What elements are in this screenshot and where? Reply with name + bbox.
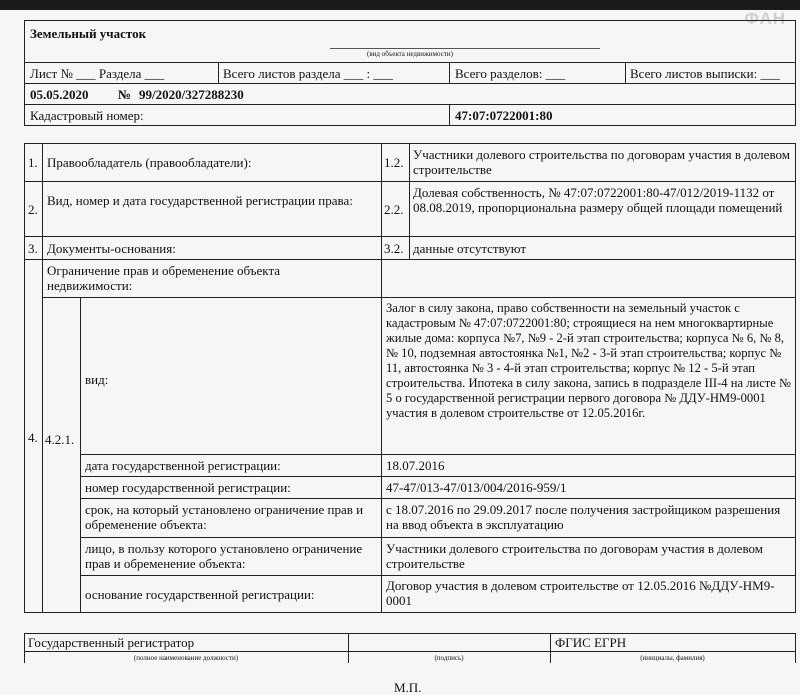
beneficiary-label: лицо, в пользу которого установлено ограничение прав и обременение объекта: xyxy=(85,541,363,571)
extract-number-label: № xyxy=(118,87,132,102)
encumbrance-type-value: Залог в силу закона, право собственности на земельный участок с кадастровым № 47:07:0722001:80; строящиеся на нем многоквартирные жилые дома: корпуса №7, №9 - 2-й этап строительства; корпуса № 6, № 8, № 10, подземная автостоянка №1, №2 - 3-й этап строительства; корпус № 11, автостоянка № 3 - 4-й этап строительства; корпус № 12 - 5-й этап строительства. Ипотека в силу закона, запись в подразделе III-4 на листе № 5 о государственной регистрации первого договора № ДДУ-НМ9-0001 участия в долевом строительстве от 12.05.2016г. xyxy=(386,301,792,420)
encumbrance-type-label: вид: xyxy=(85,372,109,387)
beneficiary-value: Участники долевого строительства по договорам участия в долевом строительстве xyxy=(386,541,763,571)
object-type-caption: (вид объекта недвижимости) xyxy=(367,50,453,58)
sheet-number: Лист № ___ Раздела ___ xyxy=(30,66,165,81)
cadastral-label: Кадастровый номер: xyxy=(30,108,144,123)
caption-position: (полное наименование должности) xyxy=(133,654,239,662)
restriction-term-label: срок, на который установлено ограничение прав и обременение объекта: xyxy=(85,502,364,532)
registrar-position: Государственный регистратор xyxy=(28,635,195,650)
row2-sub-number: 2.2. xyxy=(384,202,404,217)
row1-sub-number: 1.2. xyxy=(384,155,404,170)
registration-basis-label: основание государственной регистрации: xyxy=(85,587,315,602)
registration-basis-value: Договор участия в долевом строительстве от 12.05.2016 №ДДУ-НМ9-0001 xyxy=(386,578,775,608)
row3-label: Документы-основания: xyxy=(47,241,176,256)
caption-name: (инициалы, фамилия) xyxy=(640,654,705,662)
row1-value: Участники долевого строительства по договорам участия в долевом строительстве xyxy=(413,147,790,177)
registrar-name: ФГИС ЕГРН xyxy=(555,635,627,650)
cadastral-number: 47:07:0722001:80 xyxy=(455,108,553,123)
total-sections: Всего разделов: ___ xyxy=(455,66,566,81)
row4-number: 4. xyxy=(28,430,38,445)
row1-label: Правообладатель (правообладатели): xyxy=(47,155,252,170)
total-sheets-extract: Всего листов выписки: ___ xyxy=(630,66,780,81)
object-title: Земельный участок xyxy=(30,26,147,41)
row2-label: Вид, номер и дата государственной регистрации права: xyxy=(47,193,353,208)
row1-number: 1. xyxy=(28,155,38,170)
row3-value: данные отсутствуют xyxy=(413,241,527,256)
registration-date-label: дата государственной регистрации: xyxy=(85,458,281,473)
registration-date-value: 18.07.2016 xyxy=(386,458,445,473)
restriction-term-value: с 18.07.2016 по 29.09.2017 после получения застройщиком разрешения на ввод объекта в эксплуатацию xyxy=(386,502,781,532)
registration-number-value: 47-47/013-47/013/004/2016-959/1 xyxy=(386,480,567,495)
top-black-bar xyxy=(0,0,800,10)
row3-sub-number: 3.2. xyxy=(384,241,404,256)
row4-sub-number: 4.2.1. xyxy=(45,432,75,447)
row2-value: Долевая собственность, № 47:07:0722001:80-47/012/2019-1132 от 08.08.2019, пропорциональна размеру общей площади помещений xyxy=(413,185,783,215)
row2-number: 2. xyxy=(28,202,38,217)
row3-number: 3. xyxy=(28,241,38,256)
extract-number: 99/2020/327288230 xyxy=(139,87,244,102)
total-sheets-section: Всего листов раздела ___ : ___ xyxy=(223,66,393,81)
registration-number-label: номер государственной регистрации: xyxy=(85,480,291,495)
fan-watermark-logo: ФАН xyxy=(744,9,786,28)
row4-label: Ограничение прав и обременение объекта недвижимости: xyxy=(47,263,281,293)
extract-date: 05.05.2020 xyxy=(30,87,89,102)
seal-placeholder: М.П. xyxy=(394,680,422,695)
caption-signature: (подпись) xyxy=(434,654,464,662)
